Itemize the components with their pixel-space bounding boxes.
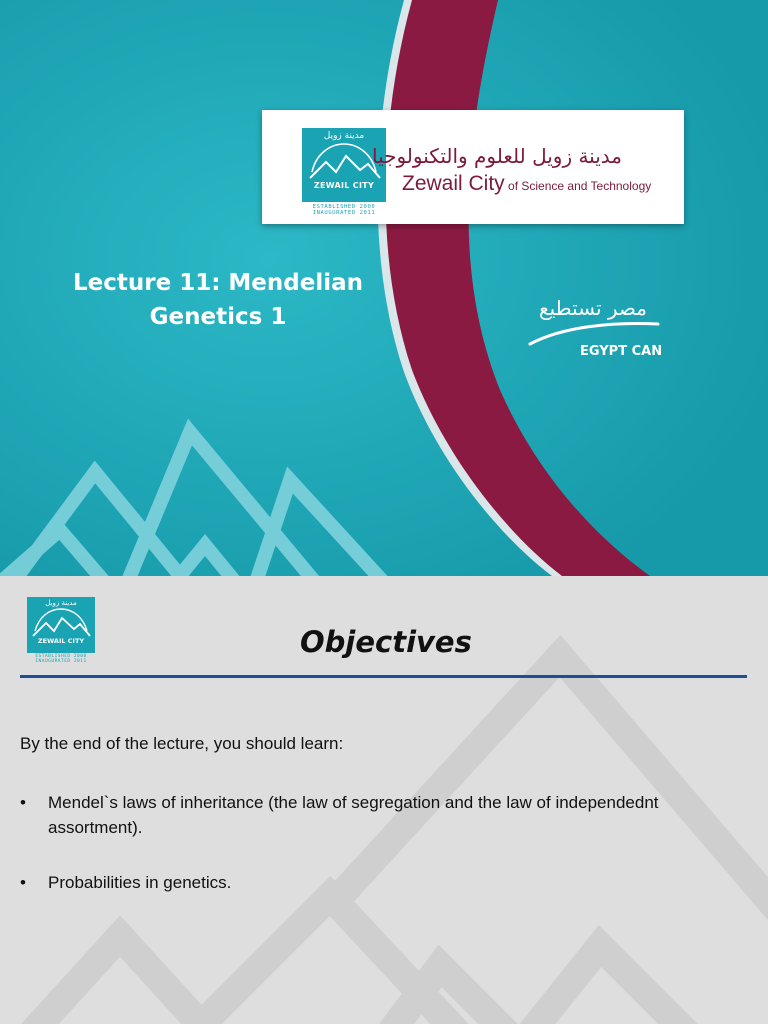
list-item: [20, 790, 720, 840]
lecture-title-line2: Genetics 1: [149, 304, 287, 330]
lecture-title-line1: Lecture 11: Mendelian: [72, 270, 363, 296]
list-item: [20, 870, 720, 895]
egypt-can-logo: [524, 296, 674, 366]
english-institution-name: [402, 172, 651, 196]
established-text: [302, 204, 386, 216]
objectives-title: Objectives: [300, 625, 472, 659]
zewail-city-emblem-small: [27, 597, 95, 653]
emblem-text: ZEWAIL CITY: [37, 637, 85, 645]
list-item-text: Mendel`s laws of inheritance (the law of segregation and the law of independednt assortment).: [48, 793, 659, 837]
emblem-arabic-text: مدينة زويل: [323, 131, 365, 141]
zewail-city-logo-card: [262, 110, 684, 224]
english-name-main: Zewail City: [402, 172, 505, 195]
egypt-can-label: EGYPT CAN: [580, 344, 663, 359]
established-text: [27, 654, 95, 664]
egypt-can-arabic-script: مصر تستطيع: [539, 296, 647, 320]
established-line: ESTABLISHED 2000: [312, 204, 376, 210]
established-line: ESTABLISHED 2000: [35, 654, 87, 659]
arabic-institution-name: مدينة زويل للعلوم والتكنولوجيا: [371, 144, 622, 168]
lecture-title: [60, 266, 376, 334]
list-item-text: Probabilities in genetics.: [48, 873, 232, 892]
bullet-marker: •: [20, 873, 26, 892]
objectives-slide: [0, 576, 768, 1024]
bullet-marker: •: [20, 793, 26, 812]
emblem-arabic-text: مدينة زويل: [45, 599, 77, 607]
english-name-sub: of Science and Technology: [504, 179, 652, 193]
inaugurated-line: INAUGURATED 2011: [312, 210, 376, 216]
title-divider: [20, 675, 747, 678]
emblem-text: ZEWAIL CITY: [313, 181, 375, 190]
intro-text: By the end of the lecture, you should learn:: [20, 734, 344, 753]
inaugurated-line: INAUGURATED 2011: [35, 659, 87, 664]
objectives-list: [20, 790, 720, 925]
